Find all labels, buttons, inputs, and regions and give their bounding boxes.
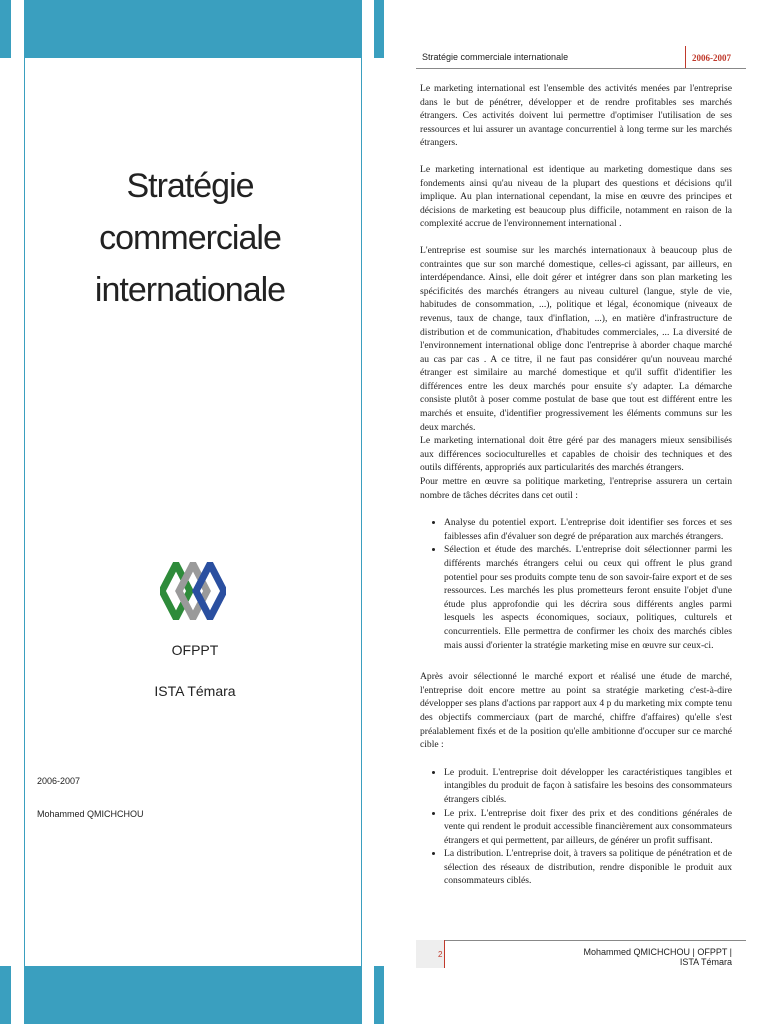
header-separator — [685, 46, 686, 68]
task-list — [420, 516, 732, 652]
paragraph-4: Le marketing international doit être géré par des managers mieux sensibilisés aux différences socioculturelles et capables de choisir des techniques et des outils différents, appropriés aux particularités des marchés étrangers. — [420, 435, 732, 474]
list-item: • Sélection et étude des marchés. L'entreprise doit sélectionner parmi les différents marchés étrangers celui ou ceux qui offrent le plus grand potentiel pour ses produits compte tenu de son savoir-faire export et de ses ressources. Les marchés les plus prometteurs feront ensuite l'objet d'une étude plus approfondie qui les décrira sous différents angles parmi lesquels les aspects économiques, sociaux, politiques, culturels et concurrentiels. Elle permettra de confirmer les choix des marchés cibles mais aussi d'orienter la stratégie marketing mise en œuvre sur ceux-ci. — [444, 543, 732, 652]
footer-rule — [416, 940, 746, 941]
cover-title-line2: internationale — [94, 271, 286, 309]
cover-bottom-band-left — [0, 966, 11, 1024]
text-page — [394, 0, 768, 1024]
header-year: 2006-2007 — [692, 53, 731, 63]
list-item: • Analyse du potentiel export. L'entreprise doit identifier ses forces et ses faiblesses afin d'évaluer son degré de préparation aux marchés étrangers. — [444, 516, 732, 543]
cover-title-line1: Stratégie commerciale — [99, 167, 281, 257]
cover-left-rule — [24, 0, 25, 1024]
paragraph-3: L'entreprise est soumise sur les marchés internationaux à beaucoup plus de contraintes que sur son marché domestique, celles-ci agissant, par ailleurs, en interdépendance. Ainsi, elle doit gérer et intégrer dans son plan marketing les spécificités des marchés étrangers au niveau culturel (langue, style de vie, habitudes de consommation, ...), politique et légal, économique (niveaux de revenus, taux de change, taux d'inflation, ...), en matière d'infrastructure de distribution et de communication, d'habitudes commerciales, ... La diversité de l'environnement international oblige donc l'entreprise à aborder chaque marché au cas par cas . A ce titre, il ne faut pas considérer qu'un nouveau marché étranger est similaire au marché domestique et qu'il suffit d'identifier les différences entre les deux marchés pour ensuite s'y adapter. La démarche consiste plutôt à poser comme postulat de base que tout est différent entre les marchés et ensuite, d'identifier progressivement les éléments communs sur les deux marchés. — [420, 244, 732, 433]
footer-text: Mohammed QMICHCHOU | OFPPT | ISTA Témara — [583, 947, 732, 967]
cover-institute: ISTA Témara — [154, 683, 236, 699]
header-title: Stratégie commerciale internationale — [422, 52, 569, 62]
page-body — [420, 82, 732, 906]
paragraph-6: Après avoir sélectionné le marché export et réalisé une étude de marché, l'entreprise doit encore mettre au point sa stratégie marketing c'est-à-dire développer ses plans d'actions par rapport aux 4 p du marketing mix compte tenu des objectifs commerciaux (part de marché, chiffre d'affaires) qu'elle s'est préalablement fixés et de la position qu'elle ambitionne d'occuper sur ce marché cible : — [420, 671, 732, 751]
marketing-mix-list — [420, 766, 732, 888]
cover-org: OFPPT — [171, 642, 219, 658]
paragraph-1: Le marketing international est l'ensemble des activités menées par l'entreprise dans le but de pénétrer, développer et de rendre profitables ses marchés étrangers. Ces activités doivent lui permettre d'optimiser l'utilisation de ses ressources et lui assurer un avantage concurrentiel à long terme sur les marchés étrangers. — [420, 83, 732, 149]
cover-year: 2006-2007 — [37, 776, 81, 786]
cover-author: Mohammed QMICHCHOU — [37, 809, 144, 819]
paragraph-5: Pour mettre en œuvre sa politique marketing, l'entreprise assurera un certain nombre de tâches décrites dans cet outil : — [420, 476, 732, 501]
cover-title — [40, 160, 340, 316]
list-item: • Le prix. L'entreprise doit fixer des prix et des conditions générales de vente qui rendent le produit accessible financièrement aux consommateurs étrangers et qui permettent, par ailleurs, de générer un profit suffisant. — [444, 807, 732, 848]
list-item: • Le produit. L'entreprise doit développer les caractéristiques tangibles et intangibles du produit de façon à satisfaire les besoins des consommateurs étrangers ciblés. — [444, 766, 732, 807]
paragraph-2: Le marketing international est identique au marketing domestique dans ses fondements ainsi qu'au niveau de la plupart des questions et décisions qu'il implique. Au plan international cependant, la mise en œuvre des principes et décisions de marketing est beaucoup plus difficile, notamment en raison de la complexité accrue de l'environnement international . — [420, 163, 732, 230]
cover-bottom-band — [24, 966, 362, 1024]
cover-top-band-right — [374, 0, 384, 58]
cover-top-band-left — [0, 0, 11, 58]
cover-top-band — [24, 0, 362, 58]
cover-bottom-band-right — [374, 966, 384, 1024]
ofppt-logo-icon — [160, 562, 226, 620]
header-rule — [416, 68, 746, 69]
cover-right-rule — [361, 0, 362, 1024]
list-item: • La distribution. L'entreprise doit, à travers sa politique de pénétration et de sélection des réseaux de distribution, rendre disponible le produit aux consommateurs ciblés. — [444, 847, 732, 888]
page-number: 2 — [438, 950, 443, 959]
